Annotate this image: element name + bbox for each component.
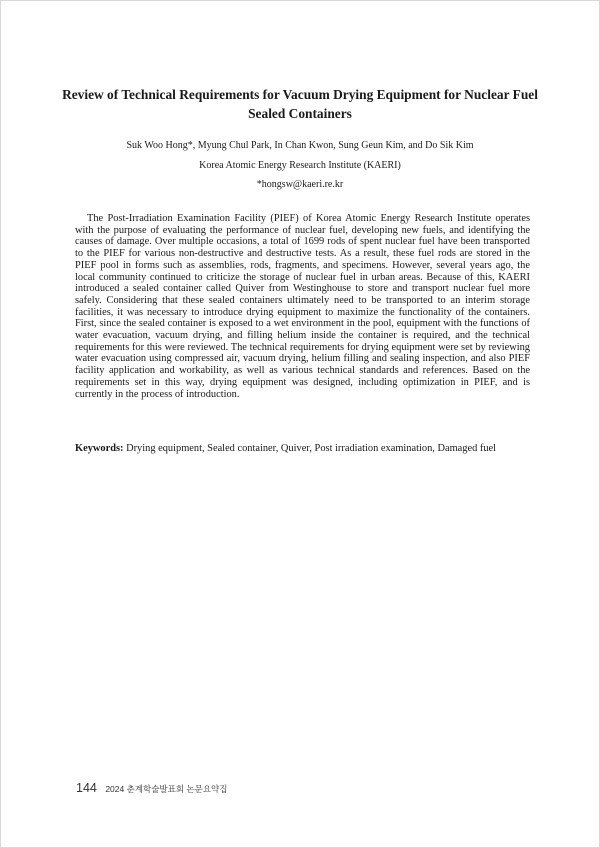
keywords-label: Keywords:: [75, 443, 124, 454]
paper-title: Review of Technical Requirements for Vacuum Drying Equipment for Nuclear Fuel Sealed Containers: [62, 87, 538, 121]
conference-proceedings-name: 2024 춘계학술발표회 논문요약집: [105, 784, 228, 794]
abstract-paragraph: The Post-Irradiation Examination Facility (PIEF) of Korea Atomic Energy Research Institute operates with the purpose of evaluating the performance of nuclear fuel, developing new fuels, and identifying the causes of damage. Over multiple occasions, a total of 1699 rods of spent nuclear fuel have been transported to the PIEF for various non-destructive and destructive tests. As a result, these fuel rods are stored in the PIEF pool in forms such as assemblies, rods, fragments, and specimens. However, several years ago, the local community continued to criticize the storage of nuclear fuel in urban areas. Because of this, KAERI introduced a sealed container called Quiver from Westinghouse to store and transport nuclear fuel more safely. Considering that these sealed containers ultimately need to be transported to an interim storage facilities, it was necessary to introduce drying equipment to maximize the functionality of the containers. First, since the sealed container is exposed to a wet environment in the pool, equipment with the functions of water evacuation, vacuum drying, and filling helium inside the container is required, and the technical requirements for this were reviewed. The technical requirements for drying equipment were set by reviewing water evacuation using compressed air, vacuum drying, helium filling and sealing inspection, and also PIEF facility application and workability, as well as various technical standards and references. Based on the requirements set in this way, drying equipment was designed, including optimization in PIEF, and is currently in the process of introduction.: [75, 213, 530, 400]
page-number: 144: [76, 781, 97, 795]
author-list: Suk Woo Hong*, Myung Chul Park, In Chan Kwon, Sung Geun Kim, and Do Sik Kim: [126, 140, 474, 151]
corresponding-email: *hongsw@kaeri.re.kr: [256, 179, 344, 190]
keywords-line: [75, 442, 535, 455]
page-footer: [76, 779, 227, 797]
affiliation: Korea Atomic Energy Research Institute (KAERI): [199, 160, 401, 171]
keywords-text: Drying equipment, Sealed container, Quiver, Post irradiation examination, Damaged fuel: [126, 443, 497, 454]
